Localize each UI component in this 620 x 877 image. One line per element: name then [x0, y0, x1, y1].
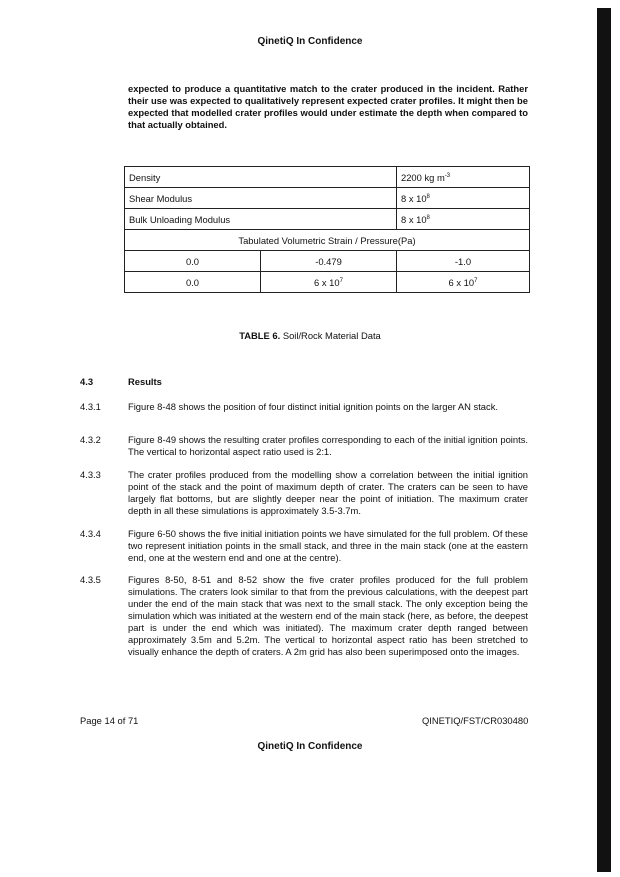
paragraph-number: 4.3.5 [80, 574, 101, 585]
paragraph-number: 4.3.3 [80, 469, 101, 480]
paragraph-number: 4.3.4 [80, 528, 101, 539]
property-label: Bulk Unloading Modulus [125, 209, 397, 230]
header-classification: QinetiQ In Confidence [257, 36, 363, 47]
footer-classification: QinetiQ In Confidence [257, 741, 363, 752]
table-row [125, 167, 530, 188]
paragraph-text: Figures 8-50, 8-51 and 8-52 show the five crater profiles produced for the full problem simulations. The craters look similar to that from the previous calculations, with the deepest part under the end of the main stack that was next to the small stack. The only exception being the simulation which was initiated at the western end of the main stack (here, as before, the deepest part is under the end which was initiated). The maximum crater depth ranged between approximately 3.5m and 5.2m. The vertical to horizontal aspect ratio has been stretched to visually enhance the depth of craters. A 2m grid has also been superimposed onto the images. [128, 574, 528, 657]
material-data-table [124, 166, 530, 293]
table-row [125, 188, 530, 209]
strain-cell: -0.479 [261, 251, 397, 272]
pressure-cell: 6 x $10^7$ [261, 272, 397, 293]
caption-label: TABLE 6. [239, 330, 281, 341]
strain-cell: -1.0 [397, 251, 530, 272]
paragraph-number: 4.3.1 [80, 401, 101, 412]
table-row [125, 272, 530, 293]
property-label: Density [125, 167, 397, 188]
document-reference: QINETIQ/FST/CR030480 [422, 715, 529, 726]
property-value: 2200 kg $m^{-3}$ [397, 167, 530, 188]
property-value: 8 x $10^8$ [397, 188, 530, 209]
property-value: 8 x $10^8$ [397, 209, 530, 230]
caption-text: Soil/Rock Material Data [282, 330, 381, 341]
strain-cell: 0.0 [125, 251, 261, 272]
paragraph-text: The crater profiles produced from the modelling show a correlation between the initial ignition point of the stack and the point of maximum depth of crater. The craters can be seen to have largely flat bottoms, but are slightly deeper near the point of initiation. The maximum crater depth in all these simulations is approximately 3.5-3.7m. [128, 469, 528, 516]
table-subheader: Tabulated Volumetric Strain / Pressure(Pa) [125, 230, 530, 251]
section-title: Results [128, 376, 162, 387]
table-row [125, 251, 530, 272]
paragraph-text: Figure 8-49 shows the resulting crater profiles corresponding to each of the initial ignition points. The vertical to horizontal aspect ratio used is 2:1. [128, 434, 528, 457]
paragraph-number: 4.3.2 [80, 434, 101, 445]
intro-paragraph: expected to produce a quantitative match to the crater produced in the incident. Rather their use was expected to qualitatively represent expected crater profiles. It might then be expected that modelled crater profiles would under estimate the depth when compared to that actually obtained. [128, 83, 528, 130]
property-label: Shear Modulus [125, 188, 397, 209]
paragraph-text: Figure 6-50 shows the five initial initiation points we have simulated for the full problem. Of these two represent initiation points in the small stack, and three in the main stack (one at the eastern end, one at the western end and one at the centre). [128, 528, 528, 563]
table-row [125, 209, 530, 230]
page-number: Page 14 of 71 [80, 715, 139, 726]
pressure-cell: 0.0 [125, 272, 261, 293]
table-row [125, 230, 530, 251]
pressure-cell: 6 x $10^7$ [397, 272, 530, 293]
section-number: 4.3 [80, 376, 94, 387]
paragraph-text: Figure 8-48 shows the position of four distinct initial ignition points on the larger AN stack. [128, 401, 498, 412]
table-caption [0, 330, 620, 341]
